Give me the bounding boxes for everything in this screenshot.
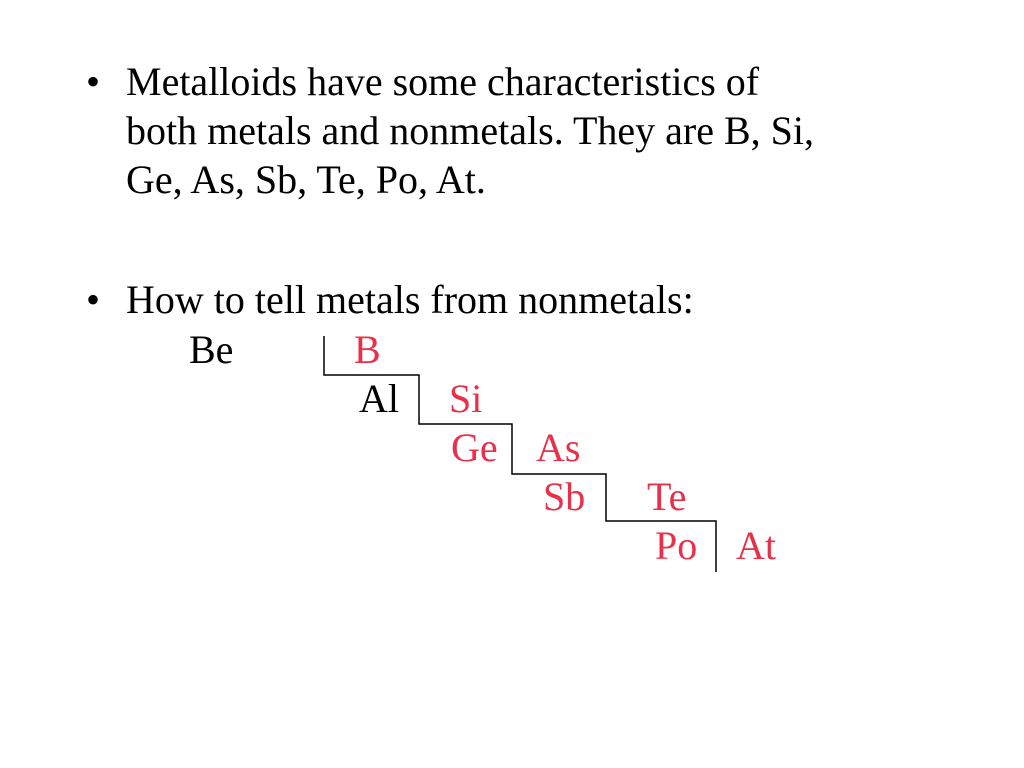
element-si: Si bbox=[449, 376, 483, 421]
bullet-marker-2: • bbox=[86, 277, 101, 322]
element-sb: Sb bbox=[543, 474, 586, 519]
element-be: Be bbox=[189, 327, 234, 372]
element-al: Al bbox=[359, 376, 399, 421]
element-te: Te bbox=[647, 474, 687, 519]
element-po: Po bbox=[655, 523, 698, 568]
bullet-1-line-1: Metalloids have some characteristics of bbox=[126, 59, 760, 104]
bullet-2-line-1: How to tell metals from nonmetals: bbox=[126, 277, 694, 322]
element-ge: Ge bbox=[451, 425, 498, 470]
element-as: As bbox=[536, 425, 581, 470]
bullet-1-line-3: Ge, As, Sb, Te, Po, At. bbox=[126, 157, 486, 202]
element-b: B bbox=[354, 327, 381, 372]
bullet-1-line-2: both metals and nonmetals. They are B, Si, bbox=[126, 108, 815, 153]
element-at: At bbox=[736, 523, 776, 568]
bullet-marker-1: • bbox=[86, 59, 101, 104]
